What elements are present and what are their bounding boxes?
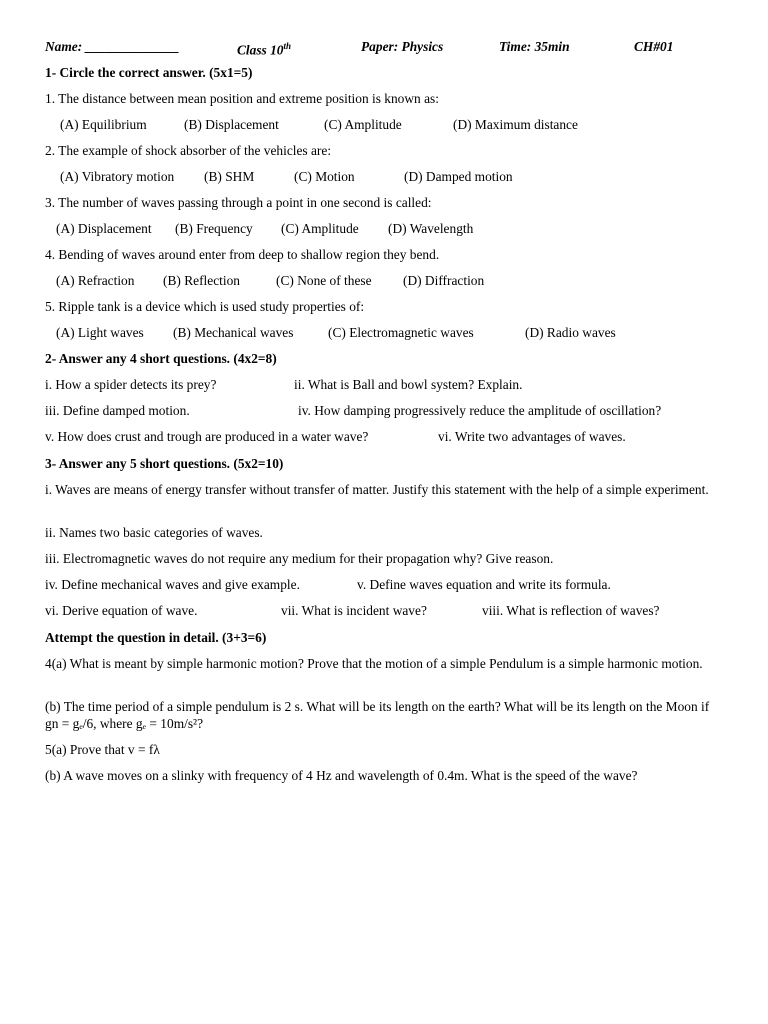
option-d: (D) Damped motion [404, 169, 513, 184]
long-question: 5(a) Prove that v = fλ [45, 742, 160, 757]
short-question: vii. What is incident wave? [281, 603, 427, 618]
short-question: vi. Derive equation of wave. [45, 603, 198, 618]
short-question: viii. What is reflection of waves? [482, 603, 660, 618]
option-c: (C) None of these [276, 273, 372, 288]
short-question: v. Define waves equation and write its formula. [357, 577, 611, 592]
short-question: iv. How damping progressively reduce the amplitude of oscillation? [298, 403, 662, 418]
option-a: (A) Displacement [56, 221, 152, 236]
mcq-question-4: 4. Bending of waves around enter from deep to shallow region they bend. [45, 247, 440, 262]
option-a: (A) Equilibrium [60, 117, 147, 132]
option-a: (A) Refraction [56, 273, 135, 288]
short-question: iii. Electromagnetic waves do not require any medium for their propagation why? Give reason. [45, 551, 554, 566]
option-b: (B) Frequency [175, 221, 253, 236]
chapter-label: CH#01 [634, 39, 674, 54]
section3-heading: 3- Answer any 5 short questions. (5x2=10) [45, 456, 284, 471]
option-c: (C) Amplitude [281, 221, 359, 236]
time-label: Time: 35min [499, 39, 570, 54]
option-b: (B) Displacement [184, 117, 279, 132]
short-question: v. How does crust and trough are produced in a water wave? [45, 429, 369, 444]
option-b: (B) SHM [204, 169, 255, 184]
option-a: (A) Light waves [56, 325, 144, 340]
class-label: Class 10th [237, 41, 292, 58]
paper-header [0, 38, 768, 58]
mcq-question-5: 5. Ripple tank is a device which is used study properties of: [45, 299, 365, 314]
long-question: (b) A wave moves on a slinky with frequency of 4 Hz and wavelength of 0.4m. What is the speed of the wave? [45, 768, 638, 783]
short-question: i. Waves are means of energy transfer without transfer of matter. Justify this statement with the help of a simple experiment. [45, 482, 709, 497]
option-d: (D) Wavelength [388, 221, 474, 236]
option-a: (A) Vibratory motion [60, 169, 175, 184]
long-question: (b) The time period of a simple pendulum is 2 s. What will be its length on the earth? What will be its length on the Moon if gn = gₑ/6, where gₑ = 10m/s²? [45, 699, 710, 731]
section4-heading: Attempt the question in detail. (3+3=6) [45, 630, 267, 645]
option-c: (C) Amplitude [324, 117, 402, 132]
option-d: (D) Radio waves [525, 325, 616, 340]
short-question: iv. Define mechanical waves and give example. [45, 577, 300, 592]
mcq-question-1: 1. The distance between mean position and extreme position is known as: [45, 91, 439, 106]
short-question: i. How a spider detects its prey? [45, 377, 217, 392]
option-b: (B) Mechanical waves [173, 325, 294, 340]
long-question: 4(a) What is meant by simple harmonic motion? Prove that the motion of a simple Pendulum is a simple harmonic motion. [45, 656, 703, 671]
option-d: (D) Maximum distance [453, 117, 578, 132]
mcq-question-3: 3. The number of waves passing through a point in one second is called: [45, 195, 432, 210]
short-question: iii. Define damped motion. [45, 403, 190, 418]
option-b: (B) Reflection [163, 273, 240, 288]
section2-heading: 2- Answer any 4 short questions. (4x2=8) [45, 351, 277, 366]
short-question: vi. Write two advantages of waves. [438, 429, 626, 444]
short-question: ii. What is Ball and bowl system? Explain. [294, 377, 523, 392]
short-question: ii. Names two basic categories of waves. [45, 525, 263, 540]
section1-heading: 1- Circle the correct answer. (5x1=5) [45, 65, 253, 80]
option-c: (C) Electromagnetic waves [328, 325, 474, 340]
option-d: (D) Diffraction [403, 273, 485, 288]
paper-label: Paper: Physics [361, 39, 444, 54]
name-field: Name: ______________ [45, 39, 180, 54]
option-c: (C) Motion [294, 169, 355, 184]
mcq-question-2: 2. The example of shock absorber of the vehicles are: [45, 143, 332, 158]
